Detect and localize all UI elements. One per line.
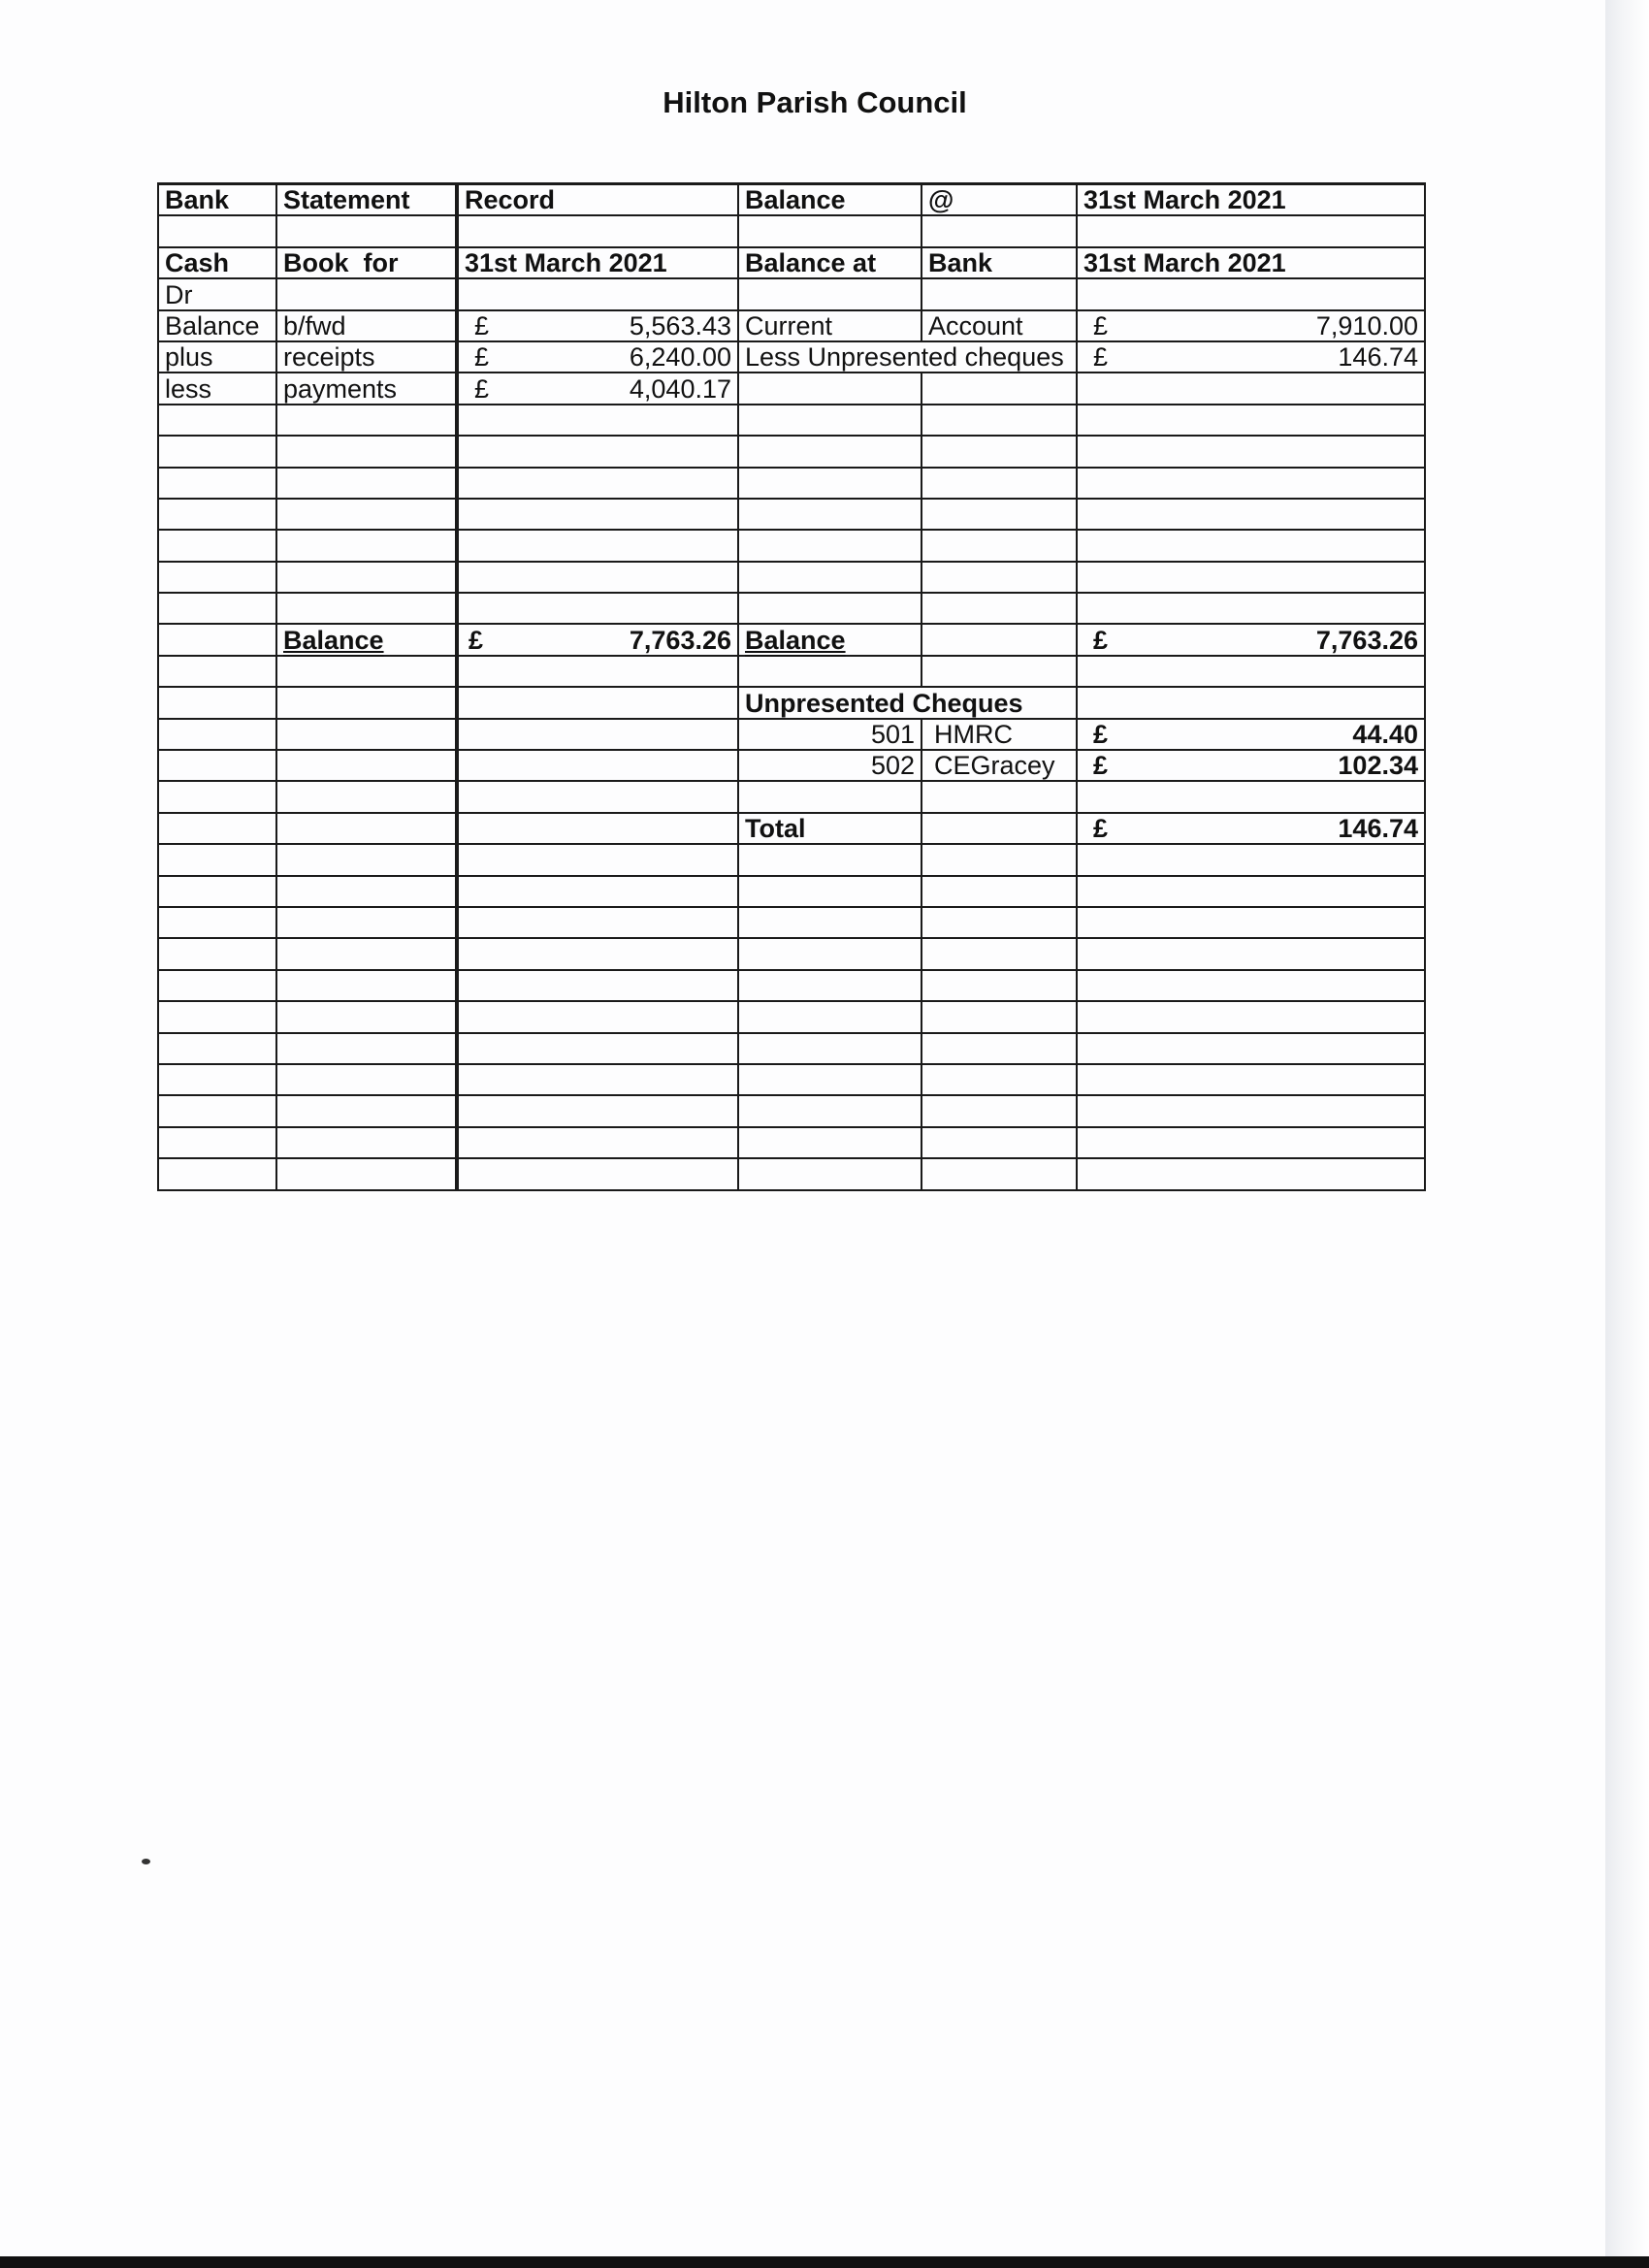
total-label: Total bbox=[738, 813, 922, 844]
table-row bbox=[158, 373, 1425, 404]
header-cell: Balance at bbox=[738, 247, 922, 278]
currency-symbol: £ bbox=[1093, 751, 1109, 781]
cheque-amount: 102.34 bbox=[1338, 751, 1418, 781]
cheque-payee: CEGracey bbox=[922, 750, 1077, 781]
currency-symbol: £ bbox=[469, 625, 484, 655]
table-row bbox=[158, 907, 1425, 938]
cheque-amount: 44.40 bbox=[1352, 720, 1418, 750]
dr-label: Dr bbox=[158, 278, 276, 309]
page-edge-shadow bbox=[1605, 0, 1649, 2268]
scan-speck bbox=[142, 1859, 150, 1864]
cash-desc: receipts bbox=[276, 341, 457, 373]
bank-less-amount: 146.74 bbox=[1338, 342, 1418, 373]
page-title: Hilton Parish Council bbox=[663, 85, 967, 119]
table-row bbox=[158, 341, 1425, 373]
cash-balance-amount: 7,763.26 bbox=[629, 625, 731, 655]
table-row bbox=[158, 876, 1425, 907]
bank-current-amount-cell bbox=[1077, 310, 1425, 341]
cash-label: plus bbox=[158, 341, 276, 373]
scan-bottom-edge bbox=[0, 2256, 1649, 2268]
bank-account-label: Account bbox=[922, 310, 1077, 341]
table-row bbox=[158, 656, 1425, 687]
bank-balance-amount-cell bbox=[1077, 624, 1425, 655]
table-row bbox=[158, 468, 1425, 499]
table-row bbox=[158, 844, 1425, 875]
table-row bbox=[158, 1064, 1425, 1095]
balance-row bbox=[158, 624, 1425, 655]
currency-symbol: £ bbox=[1093, 342, 1109, 373]
cash-desc: b/fwd bbox=[276, 310, 457, 341]
currency-symbol: £ bbox=[1093, 814, 1109, 844]
header-row bbox=[158, 184, 1425, 216]
header-cell: Cash bbox=[158, 247, 276, 278]
table-row bbox=[158, 1158, 1425, 1189]
cash-balance-label-cell bbox=[276, 624, 457, 655]
currency-symbol: £ bbox=[1093, 310, 1109, 340]
currency-symbol: £ bbox=[474, 373, 490, 404]
cash-desc: payments bbox=[276, 373, 457, 404]
table-row bbox=[158, 278, 1425, 309]
cash-amount-cell bbox=[457, 341, 738, 373]
header-row bbox=[158, 247, 1425, 278]
table-row bbox=[158, 310, 1425, 341]
currency-symbol: £ bbox=[1093, 625, 1109, 655]
table-row bbox=[158, 781, 1425, 812]
table-row bbox=[158, 970, 1425, 1001]
table-row bbox=[158, 687, 1425, 718]
header-cell: Bank bbox=[922, 247, 1077, 278]
table-row bbox=[158, 938, 1425, 969]
table-row bbox=[158, 436, 1425, 467]
bank-less-label: Less Unpresented cheques bbox=[738, 341, 1077, 373]
table-row bbox=[158, 530, 1425, 561]
bank-balance-amount: 7,763.26 bbox=[1315, 625, 1418, 655]
table-row bbox=[158, 1095, 1425, 1126]
cash-amount: 5,563.43 bbox=[629, 310, 731, 340]
cheque-row bbox=[158, 719, 1425, 750]
table-row bbox=[158, 562, 1425, 593]
table-row bbox=[158, 1033, 1425, 1064]
cash-label: less bbox=[158, 373, 276, 404]
bank-less-amount-cell bbox=[1077, 341, 1425, 373]
cheque-payee: HMRC bbox=[922, 719, 1077, 750]
header-cell: Book for bbox=[276, 247, 457, 278]
header-cell: Record bbox=[457, 184, 738, 216]
table-row bbox=[158, 499, 1425, 530]
header-cell: Balance bbox=[738, 184, 922, 216]
cash-amount: 4,040.17 bbox=[629, 373, 731, 404]
header-cell: Bank bbox=[158, 184, 276, 216]
table-row bbox=[158, 215, 1425, 246]
cash-amount-cell bbox=[457, 373, 738, 404]
cash-balance-amount-cell bbox=[457, 624, 738, 655]
bank-current-amount: 7,910.00 bbox=[1315, 310, 1418, 340]
cash-amount: 6,240.00 bbox=[629, 342, 731, 373]
header-cell: @ bbox=[922, 184, 1077, 216]
bank-balance-label-cell bbox=[738, 624, 922, 655]
currency-symbol: £ bbox=[1093, 720, 1109, 750]
cheque-number: 501 bbox=[738, 719, 922, 750]
cash-label: Balance bbox=[158, 310, 276, 341]
table-row bbox=[158, 405, 1425, 436]
cheque-row bbox=[158, 750, 1425, 781]
cheque-amount-cell bbox=[1077, 719, 1425, 750]
table-row bbox=[158, 593, 1425, 624]
total-amount: 146.74 bbox=[1338, 814, 1418, 844]
table-row bbox=[158, 1127, 1425, 1158]
currency-symbol: £ bbox=[474, 342, 490, 373]
total-amount-cell bbox=[1077, 813, 1425, 844]
header-date-cell: 31st March 2021 bbox=[457, 247, 738, 278]
cheque-amount-cell bbox=[1077, 750, 1425, 781]
cash-balance-label: Balance bbox=[283, 625, 384, 655]
bank-balance-label: Balance bbox=[745, 625, 846, 655]
header-cell: Statement bbox=[276, 184, 457, 216]
table-row bbox=[158, 1001, 1425, 1032]
header-date-cell: 31st March 2021 bbox=[1077, 184, 1425, 216]
header-date-cell: 31st March 2021 bbox=[1077, 247, 1425, 278]
cheque-number: 502 bbox=[738, 750, 922, 781]
unpresented-heading: Unpresented Cheques bbox=[738, 687, 1077, 718]
currency-symbol: £ bbox=[474, 310, 490, 340]
total-row bbox=[158, 813, 1425, 844]
cash-amount-cell bbox=[457, 310, 738, 341]
bank-current-label: Current bbox=[738, 310, 922, 341]
bank-reconciliation-table bbox=[157, 182, 1426, 1191]
